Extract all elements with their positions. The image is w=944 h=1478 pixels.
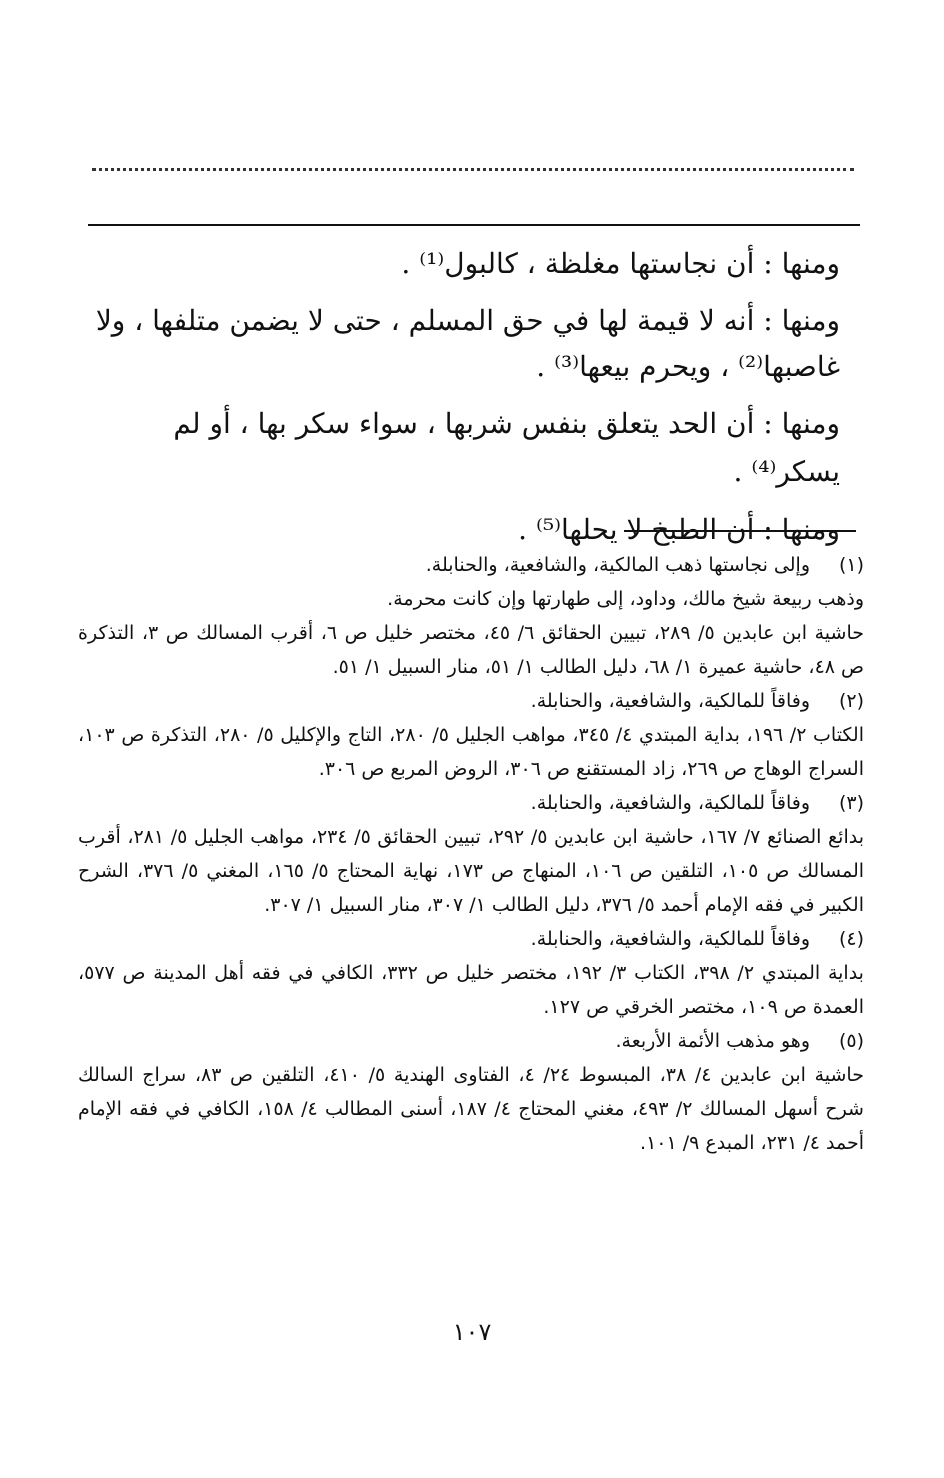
footnote-number: (٢) bbox=[838, 690, 864, 712]
paragraph-3: ومنها : أن الحد يتعلق بنفس شربها ، سواء سكر بها ، أو لم يسكر⁽⁴⁾ . bbox=[173, 407, 840, 488]
footnote-2 bbox=[78, 684, 864, 786]
paragraph-1: ومنها : أن نجاستها مغلظة ، كالبول⁽¹⁾ . bbox=[401, 247, 840, 280]
dotted-separator bbox=[92, 168, 854, 171]
footnote-number: (٣) bbox=[838, 792, 864, 814]
footnote-heading: وهو مذهب الأئمة الأربعة. bbox=[615, 1030, 810, 1052]
footnotes bbox=[78, 548, 864, 1160]
top-rule bbox=[88, 224, 860, 226]
footnote-line: حاشية ابن عابدين ٤/ ٣٨، المبسوط ٢٤/ ٤، الفتاوى الهندية ٥/ ٤١٠، التلقين ص ٨٣، سراج السالك شرح أسهل المسالك ٢/ ٤٩٣، مغني المحتاج ٤/ ١٨٧، أسنى المطالب ٤/ ١٥٨، الكافي في فقه الإمام أحمد ٤/ ٢٣١، المبدع ٩/ ١٠١. bbox=[78, 1064, 864, 1154]
footnote-heading: وإلى نجاستها ذهب المالكية، والشافعية، والحنابلة. bbox=[425, 554, 810, 576]
footnote-line: وذهب ربيعة شيخ مالك، وداود، إلى طهارتها وإن كانت محرمة. bbox=[387, 588, 864, 610]
paragraph-4: ومنها : أن الطبخ لا يحلها⁽⁵⁾ . bbox=[518, 513, 840, 546]
footnote-line: الكتاب ٢/ ١٩٦، بداية المبتدي ٤/ ٣٤٥، مواهب الجليل ٥/ ٢٨٠، التاج والإكليل ٥/ ٢٨٠، التذكرة ص ١٠٣، السراج الوهاج ص ٢٦٩، زاد المستقنع ص ٣٠٦، الروض المربع ص ٣٠٦. bbox=[78, 724, 864, 780]
footnote-line: بدائع الصنائع ٧/ ١٦٧، حاشية ابن عابدين ٥/ ٢٩٢، تبيين الحقائق ٥/ ٢٣٤، مواهب الجليل ٥/ ٢٨١، أقرب المسالك ص ١٠٥، التلقين ص ١٠٦، المنهاج ص ١٧٣، نهاية المحتاج ٥/ ١٦٥، المغني ٥/ ٣٧٦، الشرح الكبير في فقه الإمام أحمد ٥/ ٣٧٦، دليل الطالب ١/ ٣٠٧، منار السبيل ١/ ٣٠٧. bbox=[78, 826, 865, 916]
page-number: ١٠٧ bbox=[452, 1318, 492, 1346]
footnote-heading: وفاقاً للمالكية، والشافعية، والحنابلة. bbox=[530, 792, 810, 814]
footnote-line: بداية المبتدي ٢/ ٣٩٨، الكتاب ٣/ ١٩٢، مختصر خليل ص ٣٣٢، الكافي في فقه أهل المدينة ص ٥٧٧، العمدة ص ١٠٩، مختصر الخرقي ص ١٢٧. bbox=[78, 962, 864, 1018]
paragraph-2: ومنها : أنه لا قيمة لها في حق المسلم ، حتى لا يضمن متلفها ، ولا غاصبها⁽²⁾ ، ويحرم بيعها⁽³⁾ . bbox=[95, 304, 840, 383]
footnote-3 bbox=[78, 786, 864, 922]
footnote-number: (٤) bbox=[838, 928, 864, 950]
footnote-line: حاشية ابن عابدين ٥/ ٢٨٩، تبيين الحقائق ٦/ ٤٥، مختصر خليل ص ٦، أقرب المسالك ص ٣، التذكرة ص ٤٨، حاشية عميرة ١/ ٦٨، دليل الطالب ١/ ٥١، منار السبيل ١/ ٥١. bbox=[78, 622, 864, 678]
main-text bbox=[80, 240, 840, 564]
footnote-5 bbox=[78, 1024, 864, 1160]
footnote-number: (٥) bbox=[838, 1030, 864, 1052]
footnote-4 bbox=[78, 922, 864, 1024]
footnote-heading: وفاقاً للمالكية، والشافعية، والحنابلة. bbox=[530, 690, 810, 712]
footnote-1 bbox=[78, 548, 864, 684]
footnote-number: (١) bbox=[838, 554, 864, 576]
footnote-rule bbox=[624, 530, 856, 532]
footnote-heading: وفاقاً للمالكية، والشافعية، والحنابلة. bbox=[530, 928, 810, 950]
